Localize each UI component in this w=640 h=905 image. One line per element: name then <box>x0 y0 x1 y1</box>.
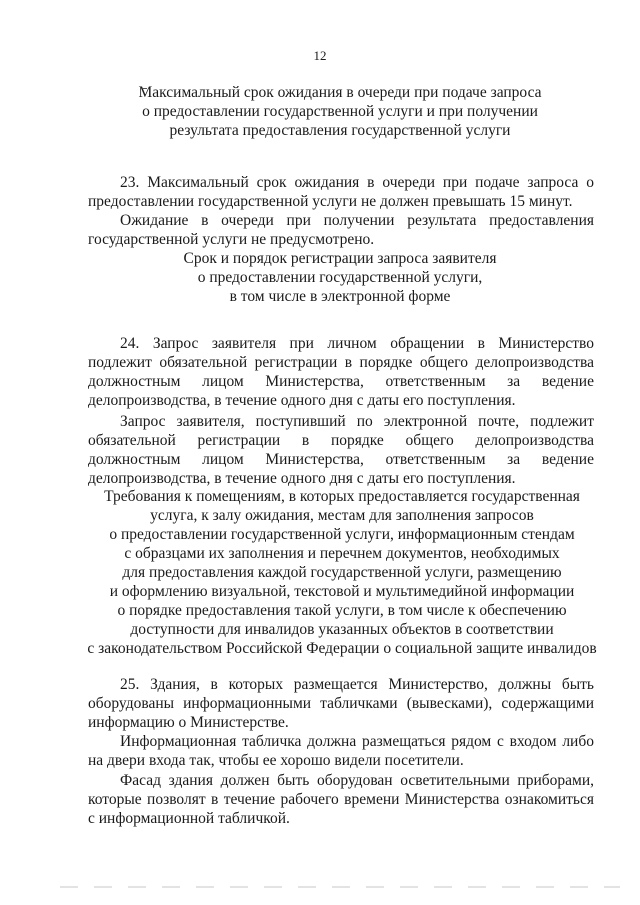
section-heading-premises-requirements <box>76 487 608 658</box>
scan-artifact-line <box>60 886 620 888</box>
paragraph-23-waiting: Ожидание в очереди при получении результата предоставления государственной услуги не предусмотрено. <box>88 211 594 248</box>
heading-line: о предоставлении государственной услуги, <box>197 269 483 286</box>
heading-line: о порядке предоставления такой услуги, в том числе к обеспечению <box>117 602 567 619</box>
heading-line: доступности для инвалидов указанных объектов в соответствии <box>130 621 554 638</box>
section-heading-registration <box>80 249 600 306</box>
paragraph-24-email: Запрос заявителя, поступивший по электронной почте, подлежит обязательной регистрации в порядке общего делопроизводства должностным лицом Министерства, ответственным за ведение делопроизводства, в течение одного дня с даты его поступления. <box>88 412 594 487</box>
heading-line: в том числе в электронной форме <box>229 288 451 305</box>
heading-line: Требования к помещениям, в которых предоставляется государственная <box>104 488 580 505</box>
heading-line: о предоставлении государственной услуги и при получении <box>142 103 538 120</box>
heading-line: результата предоставления государственной услуги <box>169 122 511 139</box>
section-heading-waiting-time <box>80 83 600 140</box>
heading-line: для предоставления каждой государственной услуги, размещению <box>122 564 562 581</box>
paragraph-25-sign: Информационная табличка должна размещаться рядом с входом либо на двери входа так, чтобы ее хорошо видели посетители. <box>88 732 594 769</box>
heading-line: о предоставлении государственной услуги, информационным стендам <box>109 526 575 543</box>
page-number: 12 <box>313 48 327 63</box>
heading-line: Максимальный срок ожидания в очереди при подаче запроса <box>138 84 542 101</box>
paragraph-24: 24. Запрос заявителя при личном обращении в Министерство подлежит обязательной регистрации в порядке общего делопроизводства должностным лицом Министерства, ответственным за ведение делопроизводства, в течение одного дня с даты его поступления. <box>88 334 594 409</box>
heading-line: Срок и порядок регистрации запроса заявителя <box>183 250 497 267</box>
heading-line: с образцами их заполнения и перечнем документов, необходимых <box>124 545 560 562</box>
paragraph-25: 25. Здания, в которых размещается Министерство, должны быть оборудованы информационными табличками (вывесками), содержащими информацию о Министерстве. <box>88 675 594 731</box>
heading-line: и оформлению визуальной, текстовой и мультимедийной информации <box>109 583 575 600</box>
heading-line: услуга, к залу ожидания, местам для заполнения запросов <box>150 507 534 524</box>
heading-line: с законодательством Российской Федерации о социальной защите инвалидов <box>87 640 597 657</box>
paragraph-25-facade: Фасад здания должен быть оборудован осветительными приборами, которые позволят в течение рабочего времени Министерства ознакомиться с информационной табличкой. <box>88 771 594 827</box>
paragraph-23: 23. Максимальный срок ожидания в очереди при подаче запроса о предоставлении государственной услуги не должен превышать 15 минут. <box>88 173 594 210</box>
